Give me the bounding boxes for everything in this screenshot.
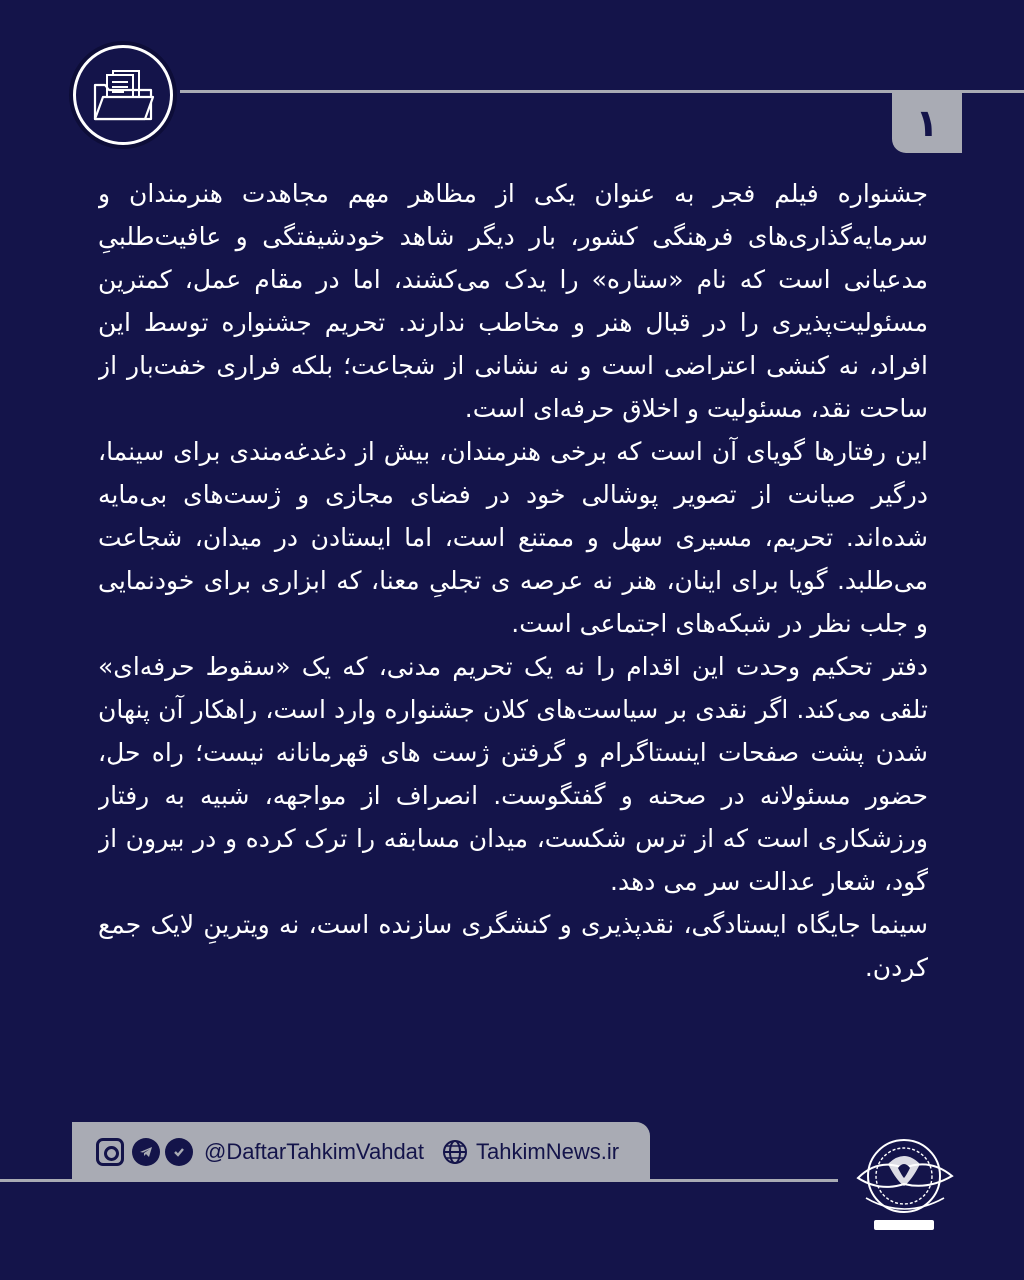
folder-documents-icon <box>73 45 173 145</box>
paragraph-2: این رفتارها گویای آن است که برخی هنرمندان، بیش از دغدغه‌مندی برای سینما، درگیر صیانت از تصویر پوشالی خود در فضای مجازی و ژست‌های بی‌مایه شده‌اند. تحریم، مسیری سهل و ممتنع است، اما ایستادن در میدان، شجاعت می‌طلبد. گویا برای اینان، هنر نه عرصه ی تجلیِ معنا، که ابزاری برای خودنمایی و جلب نظر در شبکه‌های اجتماعی است. <box>98 437 928 638</box>
telegram-icon[interactable] <box>132 1138 160 1166</box>
page-number: ۱ <box>892 93 962 153</box>
twitter-verified-icon[interactable] <box>165 1138 193 1166</box>
article-body <box>98 172 928 1112</box>
social-handle[interactable]: @DaftarTahkimVahdat <box>204 1139 425 1164</box>
paragraph-4: سینما جایگاه ایستادگی، نقدپذیری و کنشگری سازنده است، نه ویترینِ لایک جمع کردن. <box>98 910 928 982</box>
instagram-icon[interactable] <box>96 1138 124 1166</box>
bottom-divider <box>0 1179 838 1182</box>
paragraph-1: جشنواره فیلم فجر به عنوان یکی از مظاهر مهم مجاهدت هنرمندان و سرمایه‌گذاری‌های فرهنگی کشور، بار دیگر شاهد خودشیفتگی و عافیت‌طلبیِ مدعیانی است که نام «ستاره» را یدک می‌کشند، اما در مقام عمل، کمترین مسئولیت‌پذیری را در قبال هنر و مخاطب ندارند. تحریم جشنواره توسط این افراد، نه کنشی اعتراضی است و نه نشانی از شجاعت؛ بلکه فراری خفت‌بار از ساحت نقد، مسئولیت و اخلاق حرفه‌ای است. <box>98 179 928 423</box>
organization-emblem <box>848 1128 964 1234</box>
paragraph-3: دفتر تحکیم وحدت این اقدام را نه یک تحریم مدنی، که یک «سقوط حرفه‌ای» تلقی می‌کند. اگر نقدی بر سیاست‌های کلان جشنواره وارد است، راهکار آن پنهان شدن پشت صفحات اینستاگرام و گرفتن ژست های قهرمانانه نیست؛ راه حل، حضور مسئولانه در صحنه و گفتگوست. انصراف از مواجهه، شبیه به رفتار ورزشکاری است که از ترس شکست، میدان مسابقه را ترک کرده و در بیرون از گود، شعار عدالت سر می دهد. <box>98 652 928 896</box>
footer-bar <box>72 1122 650 1182</box>
website-link[interactable]: TahkimNews.ir <box>476 1139 620 1164</box>
globe-icon <box>442 1139 468 1165</box>
